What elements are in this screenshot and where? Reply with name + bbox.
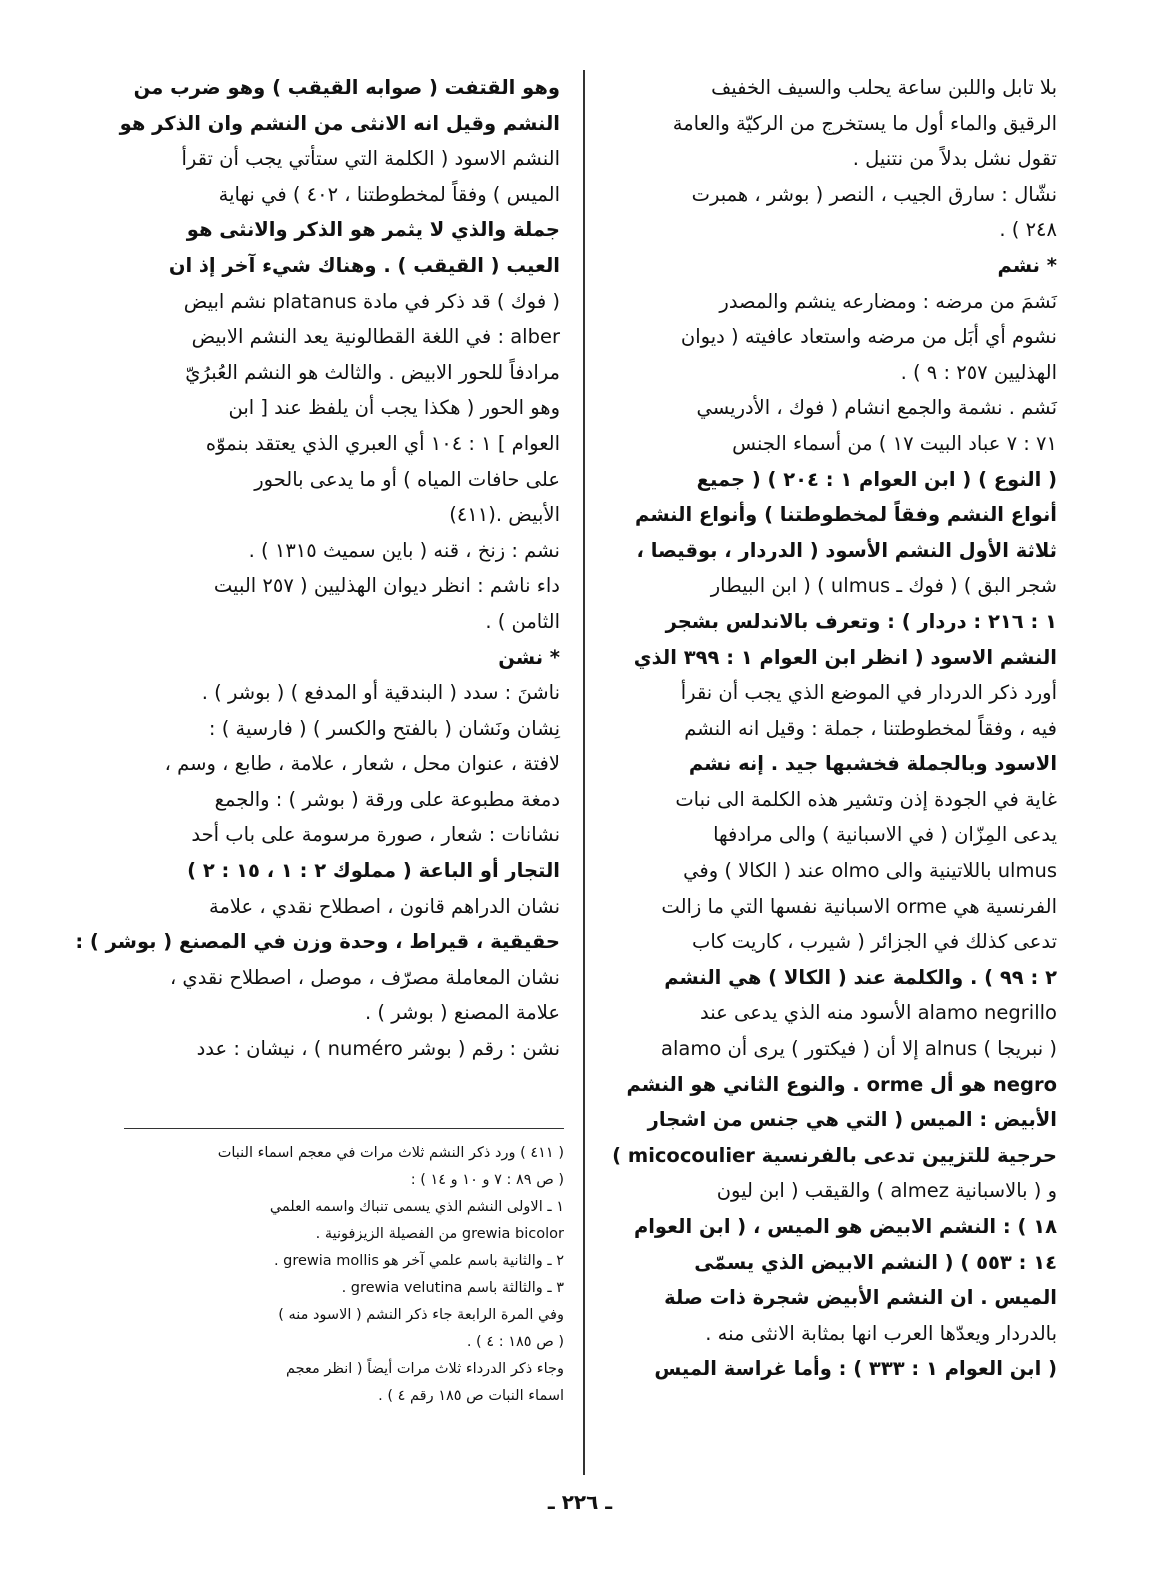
right-column-line: ١٨ ) : النشم الابيض هو الميس ، ( ابن العوام [633,1215,1057,1238]
right-column-line: ( النوع ) ( ابن العوام ١ : ٢٠٤ ) ( جميع [696,467,1057,491]
footnotes-line: وجاء ذكر الدرداء ثلاث مرات أيضاً ( انظر معجم [285,1361,564,1377]
right-column-line: الهذليين ٢٥٧ : ٩ ) . [900,360,1057,384]
left-column-line: نشم : زنخ ، قنه ( باين سميث ١٣١٥ ) . [248,538,560,562]
right-column-line: تقول نشل بدلاً من نتنيل . [852,147,1057,171]
right-column-line: نَشم . نشمة والجمع انشام ( فوك ، الأدريسي [696,396,1057,420]
footnote-divider [124,1128,564,1129]
left-column-line: دمغة مطبوعة على ورقة ( بوشر ) : والجمع [214,787,560,811]
footnotes-line: ( ص ٨٩ : ٧ و ١٠ و ١٤ ) : [410,1172,564,1188]
right-column-line: و ( بالاسبانية almez ) والقيقب ( ابن ليون [716,1179,1057,1203]
right-column-line: نشّال : سارق الجيب ، النصر ( بوشر ، همبرت [691,182,1057,206]
footnotes-line: ٢ ـ والثانية باسم علمي آخر هو grewia mollis . [273,1253,564,1269]
right-column-line: الأبيض : الميس ( التي هي جنس من اشجار [647,1108,1057,1132]
left-column-line: نِشان ونَشان ( بالفتح والكسر ) ( فارسية ) : [208,716,560,740]
right-column-line: negro هو أل orme . والنوع الثاني هو النشم [626,1072,1057,1096]
footnotes-line: ٣ ـ والثالثة باسم grewia velutina . [341,1280,564,1296]
footnotes-line: ١ ـ الاولى النشم الذي يسمى تنباك واسمه العلمي [269,1199,564,1215]
right-column-line: بالدردار ويعدّها العرب انها بمثابة الانثى منه . [705,1321,1057,1345]
left-column-line: العوام ] ١ : ١٠٤ أي العبري الذي يعتقد بنموّه [205,431,560,455]
left-column-line: مرادفاً للحور الابيض . والثالث هو النشم العُبرُيّ [185,360,560,384]
right-column-line: يدعى المِزّان ( في الاسبانية ) والى مرادفها [713,823,1057,847]
left-column-line: وهو الحور ( هكذا يجب أن يلفظ عند [ ابن [228,396,560,420]
left-column-line: جملة والذي لا يثمر هو الذكر والانثى هو [186,218,560,242]
footnotes [124,1140,564,1410]
right-column-line: نشوم أي أبَل من مرضه واستعاد عافيته ( ديوان [680,325,1057,349]
right-column-line: غاية في الجودة إذن وتشير هذه الكلمة الى نبات [675,787,1057,811]
left-column-line: حقيقية ، قيراط ، وحدة وزن في المصنع ( بوشر ) : [75,930,560,954]
left-column-line: داء ناشم : انظر ديوان الهذليين ( ٢٥٧ البيت [213,574,560,598]
right-column-line: حرجية للتزيين تدعى بالفرنسية micocoulier ) [612,1143,1057,1167]
right-column-line: alamo negrillo الأسود منه الذي يدعى عند [700,1001,1057,1025]
right-column-line: ulmus باللاتينية والى olmo عند ( الكالا ) وفي [683,859,1057,883]
right-column-line: الميس . ان النشم الأبيض شجرة ذات صلة [664,1286,1057,1310]
right-column-line: فيه ، وفقاً لمخطوطتنا ، جملة : وقيل انه النشم [684,716,1057,740]
left-column-line: النشم الاسود ( الكلمة التي ستأتي يجب أن تقرأ [181,147,560,171]
right-column-line: ( نبريجا ) alnus إلا أن ( فيكتور ) يرى أن alamo [661,1037,1057,1061]
left-column-line: الميس ) وفقاً لمخطوطتنا ، ٤٠٢ ) في نهاية [218,182,560,206]
right-column-line: الاسود وبالجملة فخشبها جيد . إنه نشم [688,752,1057,776]
footnotes-line: اسماء النبات ص ١٨٥ رقم ٤ ) . [378,1388,564,1404]
right-column-line: الفرنسية هي orme الاسبانية نفسها التي ما زالت [661,894,1057,918]
right-column-line: الرقيق والماء أول ما يستخرج من الركيّة والعامة [672,111,1057,135]
right-column-line: النشم الاسود ( انظر ابن العوام ١ : ٣٩٩ الذي [633,645,1057,669]
right-column-line: تدعى كذلك في الجزائر ( شيرب ، كاريت كاب [692,930,1057,954]
right-column-line: ٢ : ٩٩ ) . والكلمة عند ( الكالا ) هي النشم [664,965,1057,989]
left-column-line: التجار أو الباعة ( مملوك ٢ : ١ ، ١٥ : ٢ ) [187,859,560,883]
left-column [75,70,560,1067]
right-column-line: ( ابن العوام ١ : ٣٣٣ ) : وأما غراسة الميس [654,1357,1057,1381]
left-column-line: الأبيض .(٤١١) [449,503,560,527]
footnotes-line: grewia bicolor من الفصيلة الزيزفونية . [315,1226,564,1242]
left-column-line: نشانات : شعار ، صورة مرسومة على باب أحد [191,823,560,847]
left-column-line: ناشنَ : سدد ( البندقية أو المدفع ) ( بوشر ) . [201,681,560,705]
left-column-line: alber : في اللغة القطالونية يعد النشم الابيض [191,325,560,349]
right-column-line: أنواع النشم وفقاً لمخطوطتنا ) وأنواع النشم [635,503,1057,527]
left-column-line: نشان المعاملة مصرّف ، موصل ، اصطلاح نقدي ، [169,965,560,989]
footnotes-line: ( ٤١١ ) ورد ذكر النشم ثلاث مرات في معجم اسماء النبات [217,1145,564,1161]
right-column-line: * نشم [997,253,1057,277]
left-column-line: النشم وقيل انه الانثى من النشم وان الذكر هو [119,111,560,135]
left-column-line: ( فوك ) قد ذكر في مادة platanus نشم ابيض [183,289,560,313]
right-column [612,70,1057,1387]
right-column-line: ٢٤٨ ) . [999,218,1057,242]
right-column-line: نَشمَ من مرضه : ومضارعه ينشم والمصدر [719,289,1057,313]
left-column-line: نشان الدراهم قانون ، اصطلاح نقدي ، علامة [209,894,560,918]
footnotes-line: وفي المرة الرابعة جاء ذكر النشم ( الاسود منه ) [278,1307,564,1323]
footnotes-line: ( ص ١٨٥ : ٤ ) . [466,1334,564,1350]
right-column-line: أورد ذكر الدردار في الموضع الذي يجب أن نقرأ [680,681,1057,705]
left-column-line: نشن : رقم ( بوشر numéro ) ، نيشان : عدد [196,1037,560,1061]
left-column-line: * نشن [498,645,560,669]
left-column-line: علامة المصنع ( بوشر ) . [365,1001,560,1025]
left-column-line: العيب ( القيقب ) . وهناك شيء آخر إذ ان [168,253,560,277]
right-column-line: شجر البق ) ( فوك ـ ulmus ) ( ابن البيطار [710,574,1057,598]
right-column-line: ثلاثة الأول النشم الأسود ( الدردار ، بوقيصا ، [636,538,1057,562]
left-column-line: على حافات المياه ) أو ما يدعى بالحور [254,467,560,491]
left-column-line: وهو القتفت ( صوابه القيقب ) وهو ضرب من [133,76,560,99]
page-number: ـ ٢٢٦ ـ [547,1490,613,1514]
column-divider [583,70,585,1475]
right-column-line: ٧١ : ٧ عباد البيت ١٧ ) من أسماء الجنس [732,431,1057,455]
right-column-line: بلا تابل واللبن ساعة يحلب والسيف الخفيف [711,76,1057,99]
right-column-line: ١٤ : ٥٥٣ ) ( النشم الابيض الذي يسمّى [694,1250,1057,1274]
left-column-line: لافتة ، عنوان محل ، شعار ، علامة ، طابع ، وسم ، [164,752,560,776]
left-column-line: الثامن ) . [485,609,560,633]
right-column-line: ١ : ٢١٦ : دردار ) : وتعرف بالاندلس بشجر [665,609,1057,633]
